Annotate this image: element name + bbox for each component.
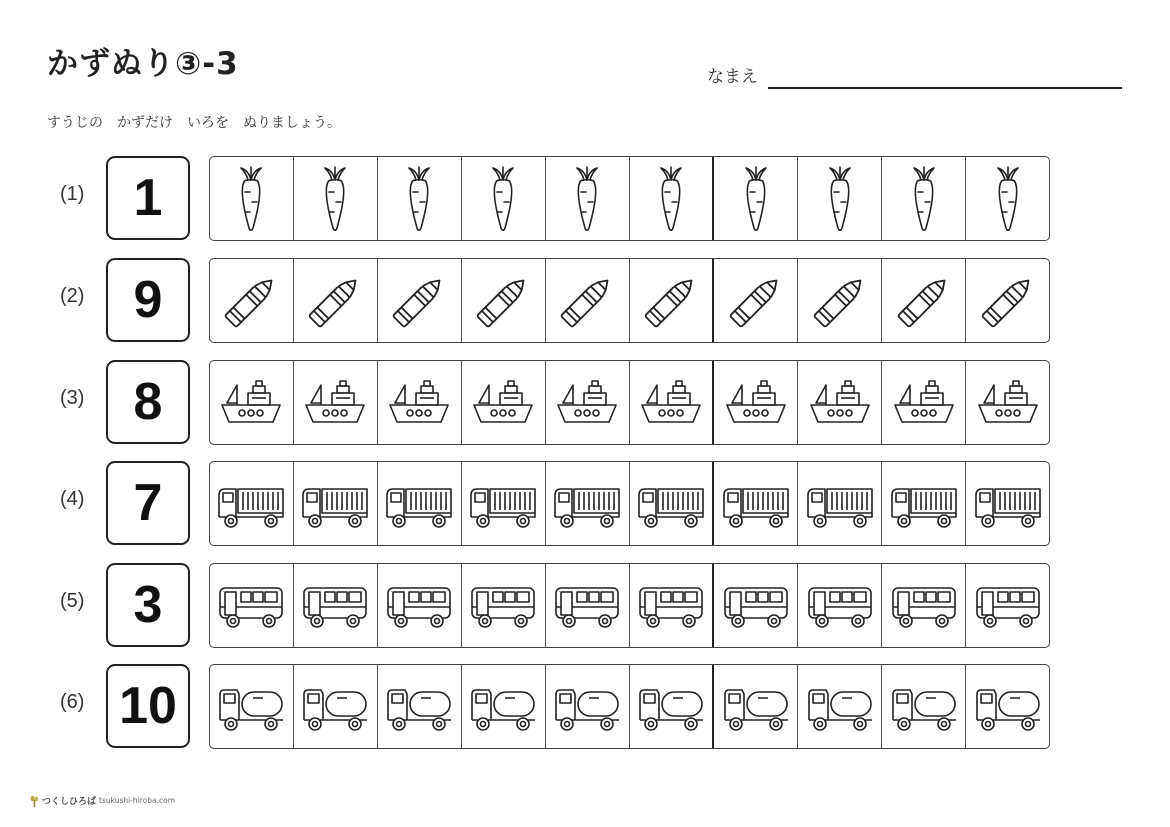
coloring-cell[interactable] bbox=[629, 665, 713, 748]
coloring-cell[interactable] bbox=[545, 259, 629, 342]
dump-truck-icon bbox=[636, 477, 706, 531]
coloring-cell[interactable] bbox=[293, 564, 377, 647]
coloring-cell[interactable] bbox=[545, 462, 629, 545]
tank-truck-icon bbox=[806, 680, 874, 734]
tank-truck-icon bbox=[974, 680, 1042, 734]
coloring-cell[interactable] bbox=[377, 259, 461, 342]
instruction-text: すうじの かずだけ いろを ぬりましょう。 bbox=[47, 115, 341, 131]
bus-icon bbox=[217, 581, 285, 631]
coloring-cell[interactable] bbox=[545, 564, 629, 647]
coloring-cell[interactable] bbox=[210, 665, 293, 748]
coloring-cell[interactable] bbox=[545, 157, 629, 240]
coloring-grid bbox=[209, 258, 1050, 343]
carrot-icon bbox=[823, 166, 857, 232]
exercise-row bbox=[0, 156, 1170, 242]
coloring-cell[interactable] bbox=[377, 665, 461, 748]
bus-icon bbox=[385, 581, 453, 631]
bus-icon bbox=[806, 581, 874, 631]
dump-truck-icon bbox=[300, 477, 370, 531]
coloring-cell[interactable] bbox=[293, 361, 377, 444]
dump-truck-icon bbox=[721, 477, 791, 531]
dump-truck-icon bbox=[805, 477, 875, 531]
coloring-cell[interactable] bbox=[377, 361, 461, 444]
bus-icon bbox=[890, 581, 958, 631]
name-write-line[interactable] bbox=[768, 87, 1122, 89]
sprout-logo-icon bbox=[30, 795, 39, 807]
tank-truck-icon bbox=[890, 680, 958, 734]
crayon-icon bbox=[638, 268, 704, 334]
coloring-cell[interactable] bbox=[210, 259, 293, 342]
bus-icon bbox=[469, 581, 537, 631]
coloring-cell[interactable] bbox=[210, 157, 293, 240]
coloring-cell[interactable] bbox=[797, 157, 881, 240]
ship-icon bbox=[555, 376, 619, 430]
coloring-cell[interactable] bbox=[293, 259, 377, 342]
coloring-cell[interactable] bbox=[210, 564, 293, 647]
name-label: なまえ bbox=[707, 67, 758, 87]
coloring-cell[interactable] bbox=[881, 462, 965, 545]
coloring-cell[interactable] bbox=[881, 665, 965, 748]
bus-icon bbox=[553, 581, 621, 631]
coloring-cell[interactable] bbox=[965, 665, 1049, 748]
ship-icon bbox=[808, 376, 872, 430]
coloring-cell[interactable] bbox=[712, 665, 797, 748]
coloring-cell[interactable] bbox=[712, 462, 797, 545]
coloring-cell[interactable] bbox=[461, 157, 545, 240]
row-label: (5) bbox=[60, 590, 85, 612]
carrot-icon bbox=[234, 166, 268, 232]
crayon-icon bbox=[554, 268, 620, 334]
ship-icon bbox=[639, 376, 703, 430]
coloring-cell[interactable] bbox=[629, 157, 713, 240]
coloring-cell[interactable] bbox=[965, 564, 1049, 647]
crayon-icon bbox=[723, 268, 789, 334]
exercise-row bbox=[0, 664, 1170, 750]
coloring-grid bbox=[209, 461, 1050, 546]
coloring-cell[interactable] bbox=[965, 462, 1049, 545]
coloring-cell[interactable] bbox=[461, 361, 545, 444]
tank-truck-icon bbox=[637, 680, 705, 734]
dump-truck-icon bbox=[384, 477, 454, 531]
carrot-icon bbox=[318, 166, 352, 232]
carrot-icon bbox=[907, 166, 941, 232]
row-label: (3) bbox=[60, 387, 85, 409]
coloring-cell[interactable] bbox=[712, 564, 797, 647]
crayon-icon bbox=[891, 268, 957, 334]
target-number-box: 9 bbox=[106, 258, 190, 342]
crayon-icon bbox=[302, 268, 368, 334]
crayon-icon bbox=[218, 268, 284, 334]
dump-truck-icon bbox=[216, 477, 286, 531]
bus-icon bbox=[301, 581, 369, 631]
coloring-cell[interactable] bbox=[293, 665, 377, 748]
coloring-cell[interactable] bbox=[881, 564, 965, 647]
tank-truck-icon bbox=[469, 680, 537, 734]
coloring-cell[interactable] bbox=[629, 564, 713, 647]
ship-icon bbox=[303, 376, 367, 430]
dump-truck-icon bbox=[973, 477, 1043, 531]
coloring-grid bbox=[209, 360, 1050, 445]
footer bbox=[30, 794, 175, 807]
ship-icon bbox=[387, 376, 451, 430]
target-number-box: 7 bbox=[106, 461, 190, 545]
row-label: (4) bbox=[60, 488, 85, 510]
coloring-cell[interactable] bbox=[461, 259, 545, 342]
ship-icon bbox=[471, 376, 535, 430]
coloring-grid bbox=[209, 664, 1050, 749]
dump-truck-icon bbox=[889, 477, 959, 531]
crayon-icon bbox=[386, 268, 452, 334]
exercise-row bbox=[0, 360, 1170, 446]
exercise-row bbox=[0, 563, 1170, 649]
crayon-icon bbox=[470, 268, 536, 334]
tank-truck-icon bbox=[722, 680, 790, 734]
ship-icon bbox=[724, 376, 788, 430]
coloring-cell[interactable] bbox=[461, 462, 545, 545]
crayon-icon bbox=[807, 268, 873, 334]
row-label: (6) bbox=[60, 691, 85, 713]
coloring-cell[interactable] bbox=[210, 462, 293, 545]
row-label: (2) bbox=[60, 285, 85, 307]
coloring-cell[interactable] bbox=[712, 259, 797, 342]
coloring-cell[interactable] bbox=[797, 259, 881, 342]
coloring-grid bbox=[209, 563, 1050, 648]
ship-icon bbox=[219, 376, 283, 430]
coloring-cell[interactable] bbox=[965, 361, 1049, 444]
coloring-cell[interactable] bbox=[797, 665, 881, 748]
coloring-cell[interactable] bbox=[545, 665, 629, 748]
coloring-cell[interactable] bbox=[881, 157, 965, 240]
coloring-cell[interactable] bbox=[797, 462, 881, 545]
tank-truck-icon bbox=[301, 680, 369, 734]
coloring-cell[interactable] bbox=[881, 259, 965, 342]
carrot-icon bbox=[486, 166, 520, 232]
target-number-box: 1 bbox=[106, 156, 190, 240]
coloring-cell[interactable] bbox=[377, 462, 461, 545]
coloring-cell[interactable] bbox=[797, 361, 881, 444]
crayon-icon bbox=[975, 268, 1041, 334]
tank-truck-icon bbox=[553, 680, 621, 734]
carrot-icon bbox=[570, 166, 604, 232]
worksheet-title: かずぬり③-3 bbox=[47, 46, 239, 82]
dump-truck-icon bbox=[468, 477, 538, 531]
tank-truck-icon bbox=[217, 680, 285, 734]
target-number-box: 3 bbox=[106, 563, 190, 647]
coloring-cell[interactable] bbox=[293, 462, 377, 545]
coloring-cell[interactable] bbox=[797, 564, 881, 647]
footer-brand: つくしひろば bbox=[42, 797, 97, 807]
coloring-cell[interactable] bbox=[461, 665, 545, 748]
coloring-cell[interactable] bbox=[629, 361, 713, 444]
coloring-cell[interactable] bbox=[965, 259, 1049, 342]
coloring-cell[interactable] bbox=[377, 157, 461, 240]
bus-icon bbox=[722, 581, 790, 631]
row-label: (1) bbox=[60, 183, 85, 205]
carrot-icon bbox=[739, 166, 773, 232]
coloring-cell[interactable] bbox=[377, 564, 461, 647]
target-number-box: 8 bbox=[106, 360, 190, 444]
coloring-cell[interactable] bbox=[881, 361, 965, 444]
carrot-icon bbox=[654, 166, 688, 232]
target-number-box: 10 bbox=[106, 664, 190, 748]
coloring-grid bbox=[209, 156, 1050, 241]
tank-truck-icon bbox=[385, 680, 453, 734]
coloring-cell[interactable] bbox=[712, 157, 797, 240]
carrot-icon bbox=[402, 166, 436, 232]
coloring-cell[interactable] bbox=[712, 361, 797, 444]
coloring-cell[interactable] bbox=[293, 157, 377, 240]
bus-icon bbox=[974, 581, 1042, 631]
coloring-cell[interactable] bbox=[545, 361, 629, 444]
footer-url: tsukushi-hiroba.com bbox=[99, 796, 176, 805]
coloring-cell[interactable] bbox=[629, 259, 713, 342]
coloring-cell[interactable] bbox=[461, 564, 545, 647]
exercise-row bbox=[0, 258, 1170, 344]
coloring-cell[interactable] bbox=[965, 157, 1049, 240]
ship-icon bbox=[892, 376, 956, 430]
coloring-cell[interactable] bbox=[210, 361, 293, 444]
dump-truck-icon bbox=[552, 477, 622, 531]
coloring-cell[interactable] bbox=[629, 462, 713, 545]
bus-icon bbox=[637, 581, 705, 631]
carrot-icon bbox=[991, 166, 1025, 232]
exercise-row bbox=[0, 461, 1170, 547]
ship-icon bbox=[976, 376, 1040, 430]
